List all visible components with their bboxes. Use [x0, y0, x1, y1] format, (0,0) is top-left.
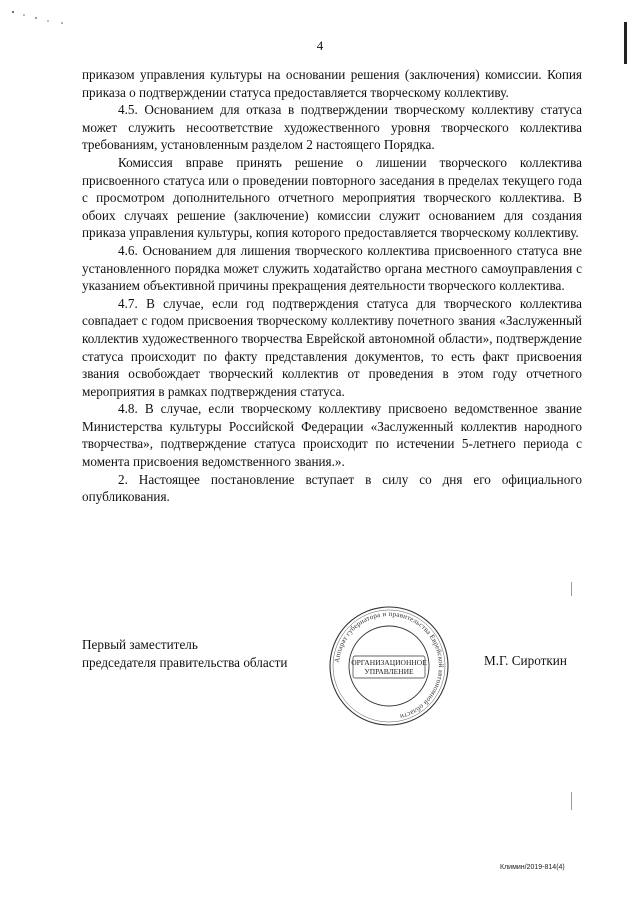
paragraph-4-5: 4.5. Основанием для отказа в подтверждении творческому коллективу статуса может служить несоответствие художественного уровня творческого коллектива требованиям, установленным разделом 2 настоящего Порядка.: [82, 102, 582, 153]
signatory-name: М.Г. Сироткин: [484, 653, 567, 668]
scan-mark: [571, 792, 572, 810]
page-number: 4: [316, 38, 324, 53]
seal-center-line2: УПРАВЛЕНИЕ: [364, 667, 414, 676]
scan-mark: [571, 582, 572, 596]
signatory-title-line2: председателя правительства области: [82, 655, 288, 670]
paragraph-4-6: 4.6. Основанием для лишения творческого коллектива присвоенного статуса вне установленного порядка может служить ходатайство органа местного самоуправления с указанием объективной причины прекращения деятельности творческого коллектива.: [82, 242, 582, 294]
scan-artifact-dots: [10, 8, 80, 28]
paragraph-commission: Комиссия вправе принять решение о лишении творческого коллектива присвоенного статуса или о проведении повторного заседания в пределах текущего года с просмотром дополнительного отчетного мероприятия творческого коллектива. В обоих случаях решение (заключение) комиссии служит основанием для создания приказа управления культуры, копия которого предоставляется творческому коллективу.: [82, 154, 582, 241]
seal-center-line1: ОРГАНИЗАЦИОННОЕ: [351, 658, 427, 667]
signatory-title-line1: Первый заместитель: [82, 637, 198, 652]
paragraph-4-7: 4.7. В случае, если год подтверждения статуса для творческого коллектива совпадает с годом присвоения творческому коллективу почетного звания «Заслуженный коллектив художественного творчества Еврейской автономной области», подтверждение статуса происходит по факту представления документов, то есть факт присвоения звания освобождает творческий коллектив от проведения в этом году отчетного мероприятия в рамках подтверждения статуса.: [82, 295, 582, 399]
document-body: [82, 66, 582, 506]
seal-outer-text: Аппарат губернатора и правительства Еврейской автономной области: [333, 609, 446, 721]
official-seal: [327, 604, 451, 728]
signatory-title: [82, 636, 287, 672]
paragraph-continuation: приказом управления культуры на основании решения (заключения) комиссии. Копия приказа о подтверждении статуса предоставляется творческому коллективу.: [82, 67, 582, 100]
paragraph-4-8: 4.8. В случае, если творческому коллективу присвоено ведомственное звание Министерства культуры Российской Федерации «Заслуженный коллектив народного творчества», подтверждение статуса происходит по истечении 5-летнего периода с момента присвоения ведомственного звания.».: [82, 401, 582, 470]
paragraph-effective-date: 2. Настоящее постановление вступает в силу со дня его официального опубликования.: [82, 471, 582, 505]
document-code: Климин/2019-814(4): [500, 864, 565, 871]
